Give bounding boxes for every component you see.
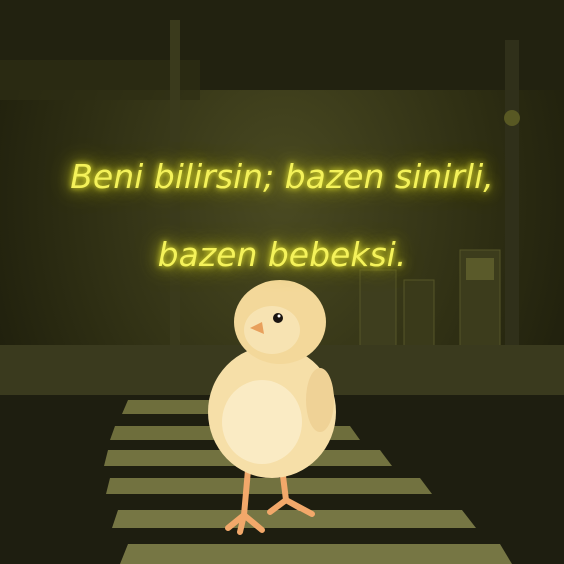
chick-breast — [222, 380, 302, 464]
chick-eye-highlight — [278, 315, 281, 318]
caption-line-2: bazen bebeksi. — [157, 235, 407, 274]
chick-cheek — [244, 306, 300, 354]
chick-wing — [306, 368, 334, 432]
chick-eye — [273, 313, 283, 323]
crosswalk-stripe — [106, 478, 432, 494]
crosswalk-stripe — [112, 510, 476, 528]
crosswalk-stripe — [120, 544, 512, 564]
traffic-light — [504, 110, 520, 126]
glowing-caption — [0, 138, 564, 294]
caption-line-1: Beni bilirsin; bazen sinirli, — [70, 157, 494, 196]
